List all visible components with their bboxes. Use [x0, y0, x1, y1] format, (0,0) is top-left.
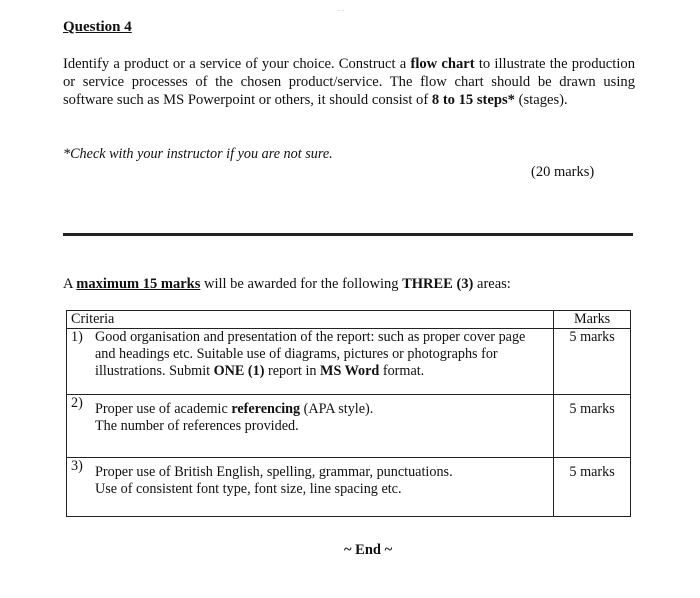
criterion-number: 1): [71, 329, 83, 345]
total-marks: (20 marks): [531, 164, 595, 180]
criterion-number: 3): [71, 458, 83, 474]
table-row: [67, 329, 631, 395]
criteria-cell: 3) Proper use of British English, spelling, grammar, punctuations. Use of consistent font type, font size, line spacing etc.: [67, 458, 554, 517]
end-marker: ~ End ~: [344, 542, 393, 558]
criteria-header: Criteria: [67, 311, 554, 329]
instructor-note: *Check with your instructor if you are not sure.: [63, 146, 333, 162]
marks-cell: 5 marks: [554, 395, 631, 458]
three-areas-emphasis: THREE (3): [402, 276, 474, 292]
award-statement: A maximum 15 marks will be awarded for the following THREE (3) areas:: [63, 276, 511, 292]
table-row: [67, 458, 631, 517]
criteria-cell: 2) Proper use of academic referencing (APA style). The number of references provided.: [67, 395, 554, 458]
table-row: [67, 395, 631, 458]
section-divider: [63, 233, 633, 236]
marks-cell: 5 marks: [554, 458, 631, 517]
marks-cell: 5 marks: [554, 329, 631, 395]
flow-chart-emphasis: flow chart: [410, 56, 475, 72]
marks-header: Marks: [554, 311, 631, 329]
steps-emphasis: 8 to 15 steps*: [431, 92, 515, 108]
maximum-marks-emphasis: maximum 15 marks: [76, 276, 201, 292]
question-title: Question 4: [63, 19, 132, 35]
criterion-number: 2): [71, 395, 83, 411]
criteria-table: [66, 310, 631, 517]
question-instructions: Identify a product or a service of your choice. Construct a flow chart to illustrate the production or service processes of the chosen product/service. The flow chart should be drawn using software such as MS Powerpoint or others, it should consist of 8 to 15 steps* (stages).: [63, 56, 635, 108]
criteria-cell: 1) Good organisation and presentation of the report: such as proper cover page and headings etc. Suitable use of diagrams, pictures or photographs for illustrations. Submit ONE (1) report in MS Word format.: [67, 329, 554, 395]
top-mark: …: [337, 4, 346, 13]
table-header-row: [67, 311, 631, 329]
